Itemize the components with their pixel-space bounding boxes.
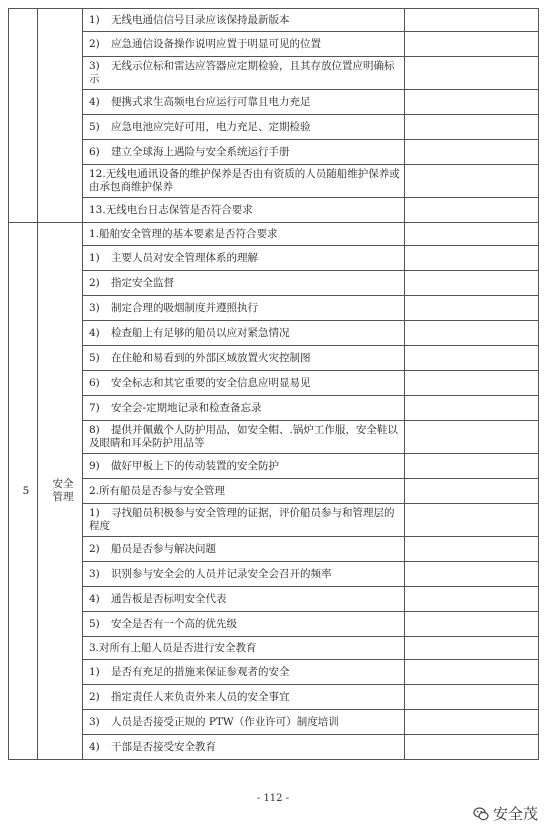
table-row bbox=[9, 504, 539, 537]
checklist-item bbox=[83, 660, 405, 685]
checklist-item bbox=[83, 537, 405, 562]
item-text: 通告板是否标明安全代表 bbox=[111, 592, 227, 605]
table-row bbox=[9, 246, 539, 271]
section-category-cell bbox=[38, 9, 83, 223]
item-text: 3.对所有上船人员是否进行安全教育 bbox=[89, 641, 257, 654]
checklist-item bbox=[83, 271, 405, 296]
table-row bbox=[9, 710, 539, 735]
table-row bbox=[9, 371, 539, 396]
page-number: - 112 - bbox=[256, 793, 290, 804]
result-cell[interactable] bbox=[405, 140, 539, 165]
result-cell[interactable] bbox=[405, 90, 539, 115]
result-cell[interactable] bbox=[405, 396, 539, 421]
result-cell[interactable] bbox=[405, 321, 539, 346]
item-number: 5) bbox=[89, 120, 100, 133]
item-text: 安全标志和其它重要的安全信息应明显易见 bbox=[111, 376, 311, 389]
item-number: 3) bbox=[89, 60, 100, 72]
result-cell[interactable] bbox=[405, 454, 539, 479]
table-row bbox=[9, 660, 539, 685]
item-text: 人员是否接受正规的 PTW（作业许可）制度培训 bbox=[111, 715, 339, 728]
result-cell[interactable] bbox=[405, 223, 539, 246]
result-cell[interactable] bbox=[405, 32, 539, 57]
table-row bbox=[9, 454, 539, 479]
item-number: 1) bbox=[89, 13, 100, 26]
item-text: 检查船上有足够的船员以应对紧急情况 bbox=[111, 326, 290, 339]
item-text: 干部是否接受安全教育 bbox=[111, 740, 216, 753]
item-text: 1.船舶安全管理的基本要素是否符合要求 bbox=[89, 227, 278, 240]
result-cell[interactable] bbox=[405, 115, 539, 140]
item-number: 2) bbox=[89, 542, 100, 555]
table-row bbox=[9, 223, 539, 246]
checklist-item bbox=[83, 421, 405, 454]
checklist-item bbox=[83, 115, 405, 140]
result-cell[interactable] bbox=[405, 660, 539, 685]
item-text: 无线电通信信号目录应该保持最新版本 bbox=[111, 13, 290, 26]
table-row bbox=[9, 685, 539, 710]
item-number: 2) bbox=[89, 276, 100, 289]
result-cell[interactable] bbox=[405, 685, 539, 710]
table-row bbox=[9, 637, 539, 660]
checklist-item bbox=[83, 140, 405, 165]
item-text: 提供并佩戴个人防护用品，如安全帽、.锅炉工作服，安全鞋以及眼睛和耳朵防护用品等 bbox=[89, 424, 398, 449]
result-cell[interactable] bbox=[405, 371, 539, 396]
checklist-item bbox=[83, 9, 405, 32]
item-number: 3) bbox=[89, 301, 100, 314]
checklist-item bbox=[83, 612, 405, 637]
result-cell[interactable] bbox=[405, 479, 539, 504]
item-text: 安全是否有一个高的优先级 bbox=[111, 617, 237, 630]
table-row bbox=[9, 32, 539, 57]
result-cell[interactable] bbox=[405, 296, 539, 321]
item-number: 3) bbox=[89, 715, 100, 728]
item-text: 指定安全监督 bbox=[111, 276, 174, 289]
table-row bbox=[9, 90, 539, 115]
checklist-item bbox=[83, 165, 405, 198]
item-number: 2) bbox=[89, 37, 100, 50]
category-line: 安全 bbox=[52, 478, 74, 490]
table-row bbox=[9, 346, 539, 371]
item-text: 指定责任人来负责外来人员的安全事宜 bbox=[111, 690, 290, 703]
table-row bbox=[9, 735, 539, 760]
table-row bbox=[9, 165, 539, 198]
item-text: 应急电池应完好可用，电力充足、定期检验 bbox=[111, 120, 311, 133]
table-row bbox=[9, 140, 539, 165]
checklist-item bbox=[83, 198, 405, 223]
watermark bbox=[473, 803, 538, 824]
checklist-item bbox=[83, 735, 405, 760]
category-line: 管理 bbox=[52, 491, 74, 503]
checklist-item bbox=[83, 562, 405, 587]
result-cell[interactable] bbox=[405, 246, 539, 271]
checklist-table bbox=[8, 8, 539, 760]
item-number: 4) bbox=[89, 592, 100, 605]
wechat-icon bbox=[473, 806, 489, 822]
checklist-item bbox=[83, 57, 405, 90]
result-cell[interactable] bbox=[405, 735, 539, 760]
result-cell[interactable] bbox=[405, 612, 539, 637]
table-row bbox=[9, 321, 539, 346]
item-text: 应急通信设备操作说明应置于明显可见的位置 bbox=[111, 37, 321, 50]
result-cell[interactable] bbox=[405, 346, 539, 371]
item-number: 5) bbox=[89, 351, 100, 364]
checklist-item bbox=[83, 685, 405, 710]
item-text: 船员是否参与解决问题 bbox=[111, 542, 216, 555]
checklist-item bbox=[83, 710, 405, 735]
item-text: 寻找船员积极参与安全管理的证据，评价船员参与和管理层的程度 bbox=[89, 507, 395, 532]
checklist-item bbox=[83, 371, 405, 396]
result-cell[interactable] bbox=[405, 562, 539, 587]
item-number: 8) bbox=[89, 424, 100, 436]
checklist-item bbox=[83, 321, 405, 346]
table-row bbox=[9, 271, 539, 296]
checklist-item bbox=[83, 246, 405, 271]
item-text: 是否有充足的措施来保证参观者的安全 bbox=[111, 665, 290, 678]
item-text: 主要人员对安全管理体系的理解 bbox=[111, 251, 258, 264]
watermark-text: 安全茂 bbox=[492, 805, 538, 823]
checklist-item bbox=[83, 346, 405, 371]
item-number: 1) bbox=[89, 665, 100, 678]
checklist-item bbox=[83, 637, 405, 660]
item-number: 1) bbox=[89, 251, 100, 264]
checklist-item bbox=[83, 90, 405, 115]
table-row bbox=[9, 115, 539, 140]
result-cell[interactable] bbox=[405, 57, 539, 90]
section-category bbox=[38, 223, 83, 760]
table-row bbox=[9, 537, 539, 562]
item-number: 4) bbox=[89, 740, 100, 753]
table-row bbox=[9, 612, 539, 637]
result-cell[interactable] bbox=[405, 9, 539, 32]
checklist-item bbox=[83, 296, 405, 321]
table-row bbox=[9, 396, 539, 421]
table-row bbox=[9, 421, 539, 454]
table-row bbox=[9, 9, 539, 32]
item-number: 6) bbox=[89, 376, 100, 389]
table-row bbox=[9, 587, 539, 612]
section-number: 5 bbox=[9, 223, 38, 760]
item-number: 7) bbox=[89, 401, 100, 414]
item-number: 1) bbox=[89, 507, 100, 519]
item-number: 2) bbox=[89, 690, 100, 703]
result-cell[interactable] bbox=[405, 710, 539, 735]
checklist-item bbox=[83, 32, 405, 57]
checklist-item bbox=[83, 454, 405, 479]
item-number: 6) bbox=[89, 145, 100, 158]
result-cell[interactable] bbox=[405, 587, 539, 612]
result-cell[interactable] bbox=[405, 165, 539, 198]
item-text: 安全会-定期地记录和检查备忘录 bbox=[111, 401, 262, 414]
result-cell[interactable] bbox=[405, 504, 539, 537]
item-text: 无线示位标和雷达应答器应定期检验，且其存放位置应明确标示 bbox=[89, 60, 395, 85]
table-row bbox=[9, 57, 539, 90]
item-number: 4) bbox=[89, 326, 100, 339]
item-number: 9) bbox=[89, 459, 100, 472]
item-text: 2.所有船员是否参与安全管理 bbox=[89, 484, 226, 497]
item-text: 制定合理的吸烟制度并遵照执行 bbox=[111, 301, 258, 314]
item-number: 3) bbox=[89, 567, 100, 580]
table-row bbox=[9, 479, 539, 504]
result-cell[interactable] bbox=[405, 637, 539, 660]
checklist-item bbox=[83, 396, 405, 421]
checklist-item bbox=[83, 504, 405, 537]
checklist-item bbox=[83, 223, 405, 246]
result-cell[interactable] bbox=[405, 271, 539, 296]
item-text: 13.无线电台日志保管是否符合要求 bbox=[89, 203, 253, 216]
item-text: 建立全球海上遇险与安全系统运行手册 bbox=[111, 145, 290, 158]
item-number: 4) bbox=[89, 95, 100, 108]
result-cell[interactable] bbox=[405, 537, 539, 562]
section-number-cell bbox=[9, 9, 38, 223]
item-number: 5) bbox=[89, 617, 100, 630]
item-text: 便携式求生高频电台应运行可靠且电力充足 bbox=[111, 95, 311, 108]
item-text: 识别参与安全会的人员并记录安全会召开的频率 bbox=[111, 567, 332, 580]
item-text: 在住舱和易看到的外部区域放置火灾控制图 bbox=[111, 351, 311, 364]
item-text: 12.无线电通讯设备的维护保养是否由有资质的人员随船维护保养或由承包商维护保养 bbox=[89, 168, 400, 193]
checklist-item bbox=[83, 587, 405, 612]
result-cell[interactable] bbox=[405, 421, 539, 454]
table-row bbox=[9, 562, 539, 587]
item-text: 做好甲板上下的传动装置的安全防护 bbox=[111, 459, 279, 472]
table-row bbox=[9, 296, 539, 321]
checklist-item bbox=[83, 479, 405, 504]
table-row bbox=[9, 198, 539, 223]
result-cell[interactable] bbox=[405, 198, 539, 223]
